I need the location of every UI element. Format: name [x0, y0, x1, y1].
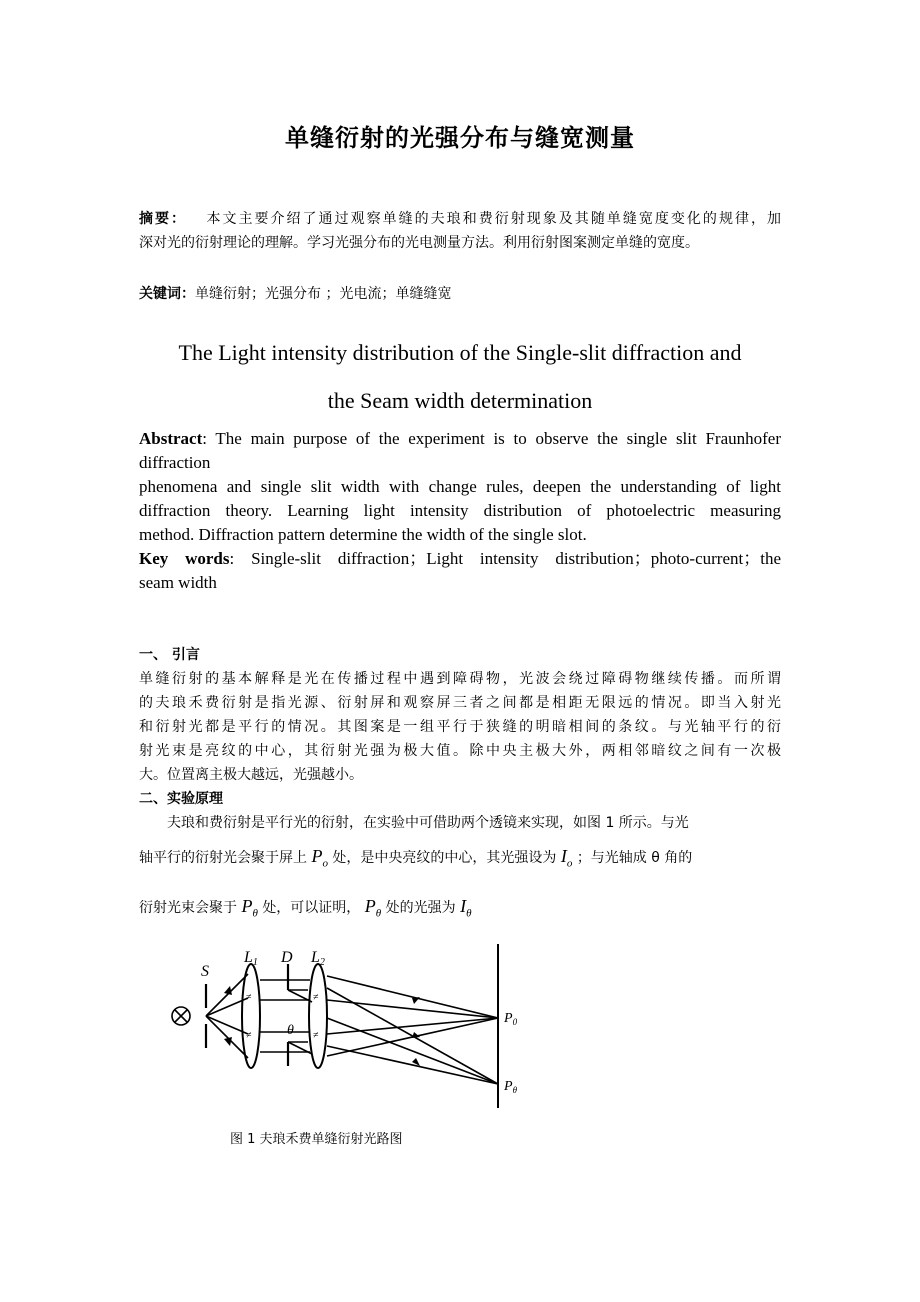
- section1-line: 大。位置离主极大越远，光强越小。: [139, 767, 363, 783]
- lens-l1: [242, 964, 260, 1068]
- section2-line3: [139, 896, 471, 920]
- label-s: S: [201, 963, 209, 980]
- section2-line2-part: 处，是中央亮纹的中心，其光强设为: [332, 850, 557, 866]
- label-l2: L2: [311, 949, 325, 968]
- section1-line: 的夫琅禾费衍射是指光源、衍射屏和观察屏三者之间都是相距无限远的情况。即当入射光: [139, 695, 781, 711]
- svg-text:≠: ≠: [313, 992, 319, 1003]
- abstract-cn-label: 摘要：: [139, 211, 188, 227]
- svg-text:≠: ≠: [246, 1030, 252, 1041]
- abstract-en-label: Abstract: [139, 429, 203, 448]
- label-l1: L1: [244, 949, 258, 968]
- english-title-line1: The Light intensity distribution of the Single-slit diffraction and: [178, 340, 742, 365]
- abstract-en-line5: method. Diffraction pattern determine the width of the single slot.: [139, 525, 587, 544]
- keywords-en-line2: seam width: [139, 573, 217, 592]
- section2-line1: 夫琅和费衍射是平行光的衍射，在实验中可借助两个透镜来实现，如图 1 所示。与光: [167, 815, 689, 831]
- label-p0: $P_0$: [504, 1011, 518, 1027]
- svg-text:≠: ≠: [313, 1030, 319, 1041]
- abstract-cn-line1: 本文主要介绍了通过观察单缝的夫琅和费衍射现象及其随单缝宽度变化的规律，加: [206, 211, 781, 227]
- keywords-en-line1: : Single-slit diffraction；Light intensity distribution；photo-current；the: [229, 549, 781, 568]
- abstract-en-line3: phenomena and single slit width with change rules, deepen the understanding of light: [139, 477, 781, 496]
- abstract-en-line4: diffraction theory. Learning light intensity distribution of photoelectric measuring: [139, 501, 781, 520]
- section2-line2: [139, 846, 692, 870]
- keywords-en-label: Key words: [139, 549, 230, 568]
- section2-line3-part: 处的光强为: [385, 900, 456, 916]
- page-title: 单缝衍射的光强分布与缝宽测量: [285, 124, 635, 152]
- abstract-en-line2: diffraction: [139, 453, 211, 472]
- section2-line3-part: 处，可以证明，: [262, 900, 361, 916]
- symbol-Ptheta: $P_\theta$: [241, 896, 258, 920]
- figure-caption: 图 1 夫琅禾费单缝衍射光路图: [230, 1132, 403, 1147]
- section1-line: 单缝衍射的基本解释是光在传播过程中遇到障碍物，光波会绕过障碍物继续传播。而所谓: [139, 671, 781, 687]
- section2-line3-part: 衍射光束会聚于: [139, 900, 237, 916]
- section2-line2-part: 轴平行的衍射光会聚于屏上: [139, 850, 307, 866]
- abstract-cn: [139, 207, 781, 255]
- label-d: D: [281, 949, 293, 966]
- section2-line2-part: ；与光轴成 θ 角的: [576, 850, 693, 866]
- section1-line: 射光束是亮纹的中心，其衍射光强为极大值。除中央主极大外，两相邻暗纹之间有一次极: [139, 743, 781, 759]
- abstract-en: [139, 427, 781, 595]
- english-title-line2: the Seam width determination: [327, 388, 593, 413]
- symbol-I0: $I_o$: [560, 846, 573, 870]
- symbol-Ptheta: $P_\theta$: [364, 896, 382, 920]
- diffraction-optical-path-figure: [160, 938, 540, 1118]
- section1: [139, 643, 781, 835]
- keywords-cn-text: 单缝衍射；光强分布 ；光电流；单缝缝宽: [195, 286, 452, 302]
- label-theta: θ: [287, 1023, 294, 1038]
- section2-heading: 二、实验原理: [139, 791, 223, 807]
- symbol-Itheta: $I_\theta$: [460, 896, 472, 920]
- label-ptheta: $P_\theta$: [504, 1079, 517, 1095]
- abstract-en-line1: : The main purpose of the experiment is to observe the single slit Fraunhofer: [202, 429, 781, 448]
- keywords-cn: [139, 282, 781, 306]
- symbol-P0: $P_o$: [311, 846, 328, 870]
- section1-heading: 一、 引言: [139, 647, 200, 663]
- svg-text:≠: ≠: [246, 992, 252, 1003]
- lens-l2: [309, 964, 327, 1068]
- abstract-cn-line2: 深对光的衍射理论的理解。学习光强分布的光电测量方法。利用衍射图案测定单缝的宽度。: [139, 235, 699, 251]
- keywords-cn-label: 关键词：: [139, 286, 195, 302]
- section1-line: 和衍射光都是平行的情况。其图案是一组平行于狭缝的明暗相间的条纹。与光轴平行的衍: [139, 719, 781, 735]
